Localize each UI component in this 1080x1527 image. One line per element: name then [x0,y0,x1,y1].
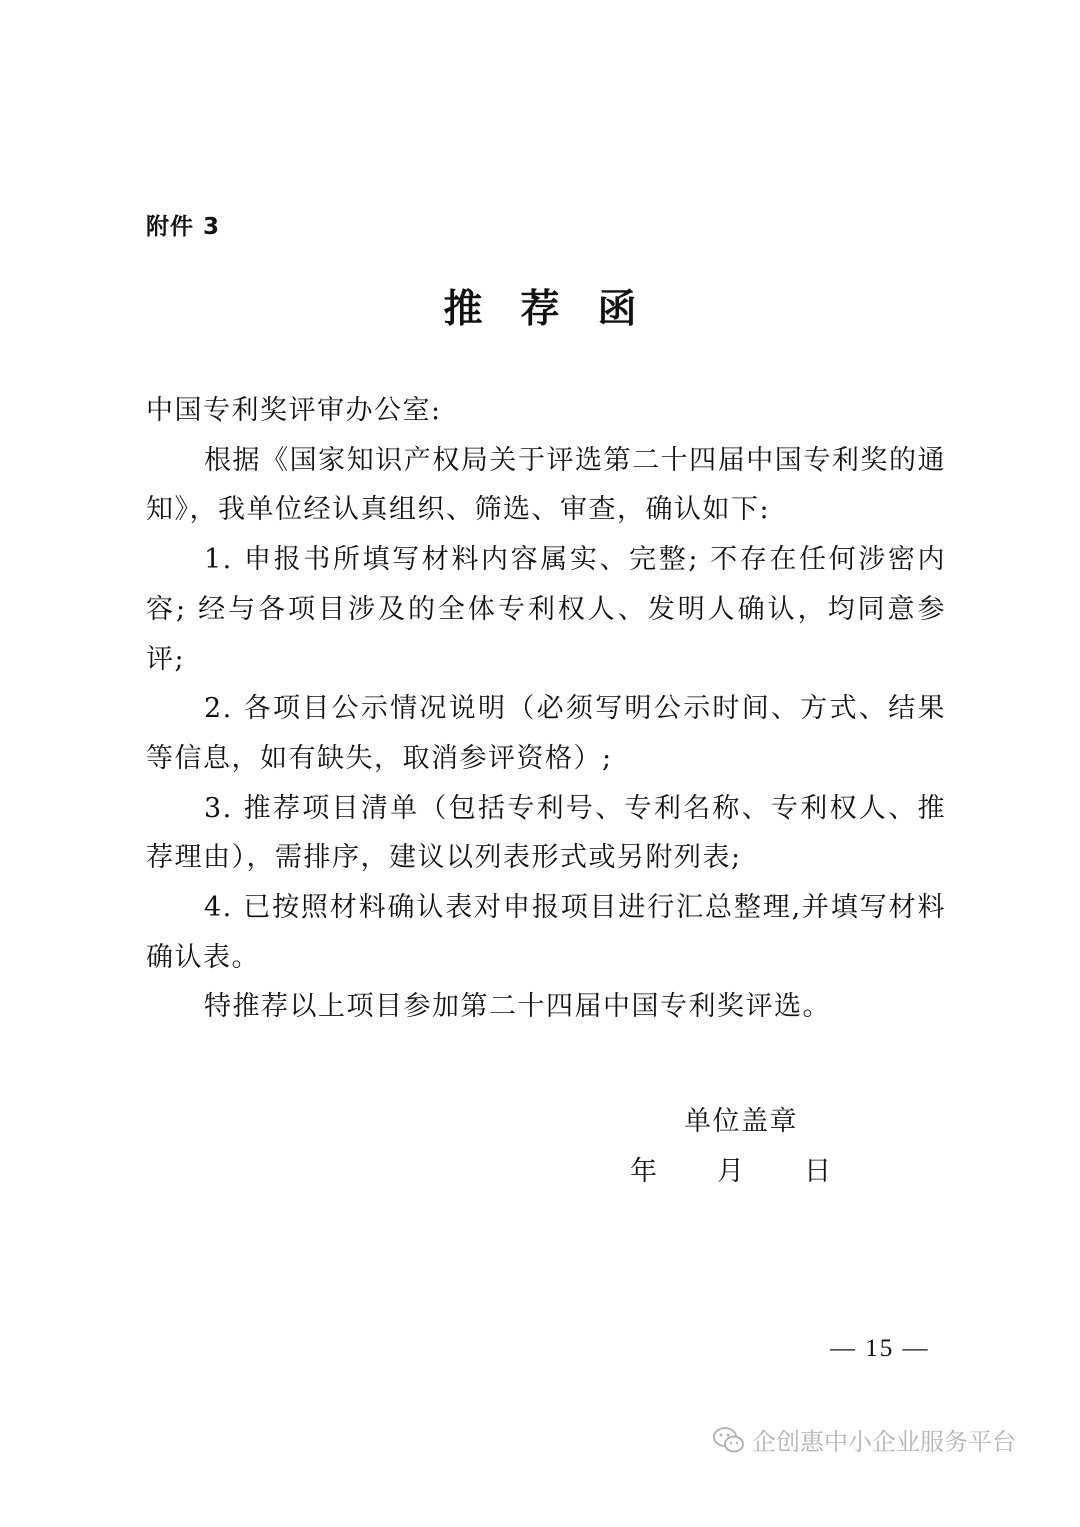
date-month: 月 [717,1156,744,1187]
letter-body [146,386,946,1032]
paragraph-item-1: 1. 申报书所填写材料内容属实、完整; 不存在任何涉密内容; 经与各项目涉及的全体专利权人、发明人确认，均同意参评; [146,544,946,675]
paragraph-item-2: 2. 各项目公示情况说明（必须写明公示时间、方式、结果等信息，如有缺失，取消参评资格）; [146,693,946,774]
date-day: 日 [804,1156,831,1187]
date-line [630,1149,831,1188]
paragraph-item-3: 3. 推荐项目清单（包括专利号、专利名称、专利权人、推荐理由），需排序，建议以列表形式或另附列表; [146,792,946,874]
wechat-icon [712,1425,746,1455]
paragraph-closing: 特推荐以上项目参加第二十四届中国专利奖评选。 [204,991,831,1023]
date-year: 年 [630,1156,657,1187]
watermark-text: 企创惠中小企业服务平台 [752,1428,1016,1456]
salutation: 中国专利奖评审办公室: [146,395,442,426]
watermark [712,1422,1016,1457]
seal-label: 单位盖章 [684,1106,798,1137]
paragraph-item-4: 4. 已按照材料确认表对申报项目进行汇总整理,并填写材料确认表。 [146,892,946,973]
paragraph-intro: 根据《国家知识产权局关于评选第二十四届中国专利奖的通知》，我单位经认真组织、筛选、审查，确认如下: [146,444,946,526]
page-number: — 15 — [830,1335,930,1362]
attachment-label: 附件 3 [146,214,221,240]
document-title: 推荐函 [443,286,675,332]
